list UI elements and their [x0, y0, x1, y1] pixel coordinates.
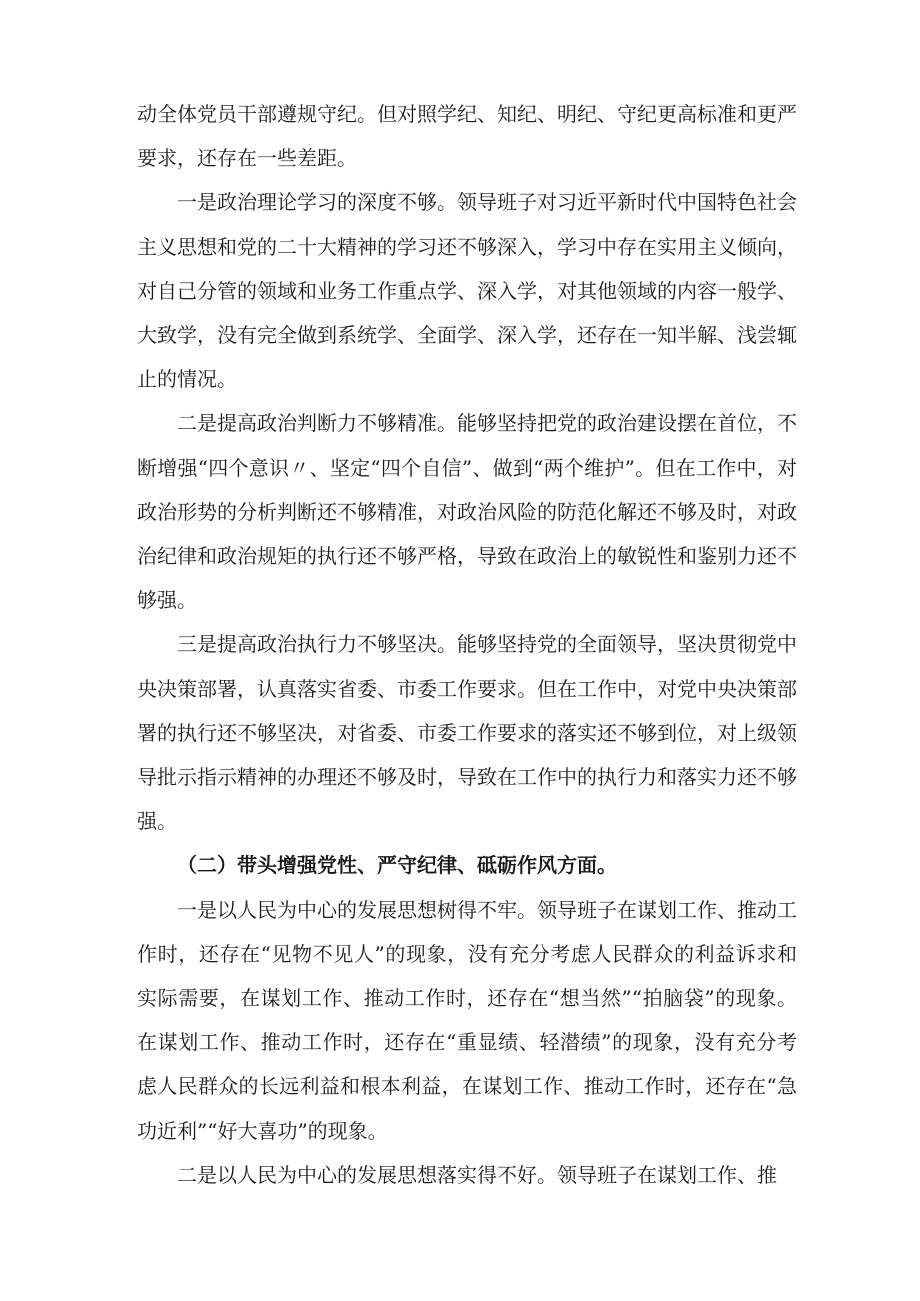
paragraph-political-theory: 一是政治理论学习的深度不够。领导班子对习近平新时代中国特色社会主义思想和党的二十大精神的学习还不够深入，学习中存在实用主义倾向，对自己分管的领域和业务工作重点学、深入学，对其他领域的内容一般学、大致学，没有完全做到系统学、全面学、深入学，还存在一知半解、浅尝辄止的情况。	[137, 190, 797, 392]
paragraph-people-centered-thought: 一是以人民为中心的发展思想树得不牢。领导班子在谋划工作、推动工作时，还存在“见物不见人”的现象，没有充分考虑人民群众的利益诉求和实际需要，在谋划工作、推动工作时，还存在“想当然”“拍脑袋”的现象。在谋划工作、推动工作时，还存在“重显绩、轻潜绩”的现象，没有充分考虑人民群众的长远利益和根本利益，在谋划工作、推动工作时，还存在“急功近利”“好大喜功”的现象。	[137, 897, 797, 1143]
paragraph-continuation: 动全体党员干部遵规守纪。但对照学纪、知纪、明纪、守纪更高标准和更严要求，还存在一些差距。	[137, 102, 797, 171]
paragraph-political-execution: 三是提高政治执行力不够坚决。能够坚持党的全面领导，坚决贯彻党中央决策部署，认真落实省委、市委工作要求。但在工作中，对党中央决策部署的执行还不够坚决，对省委、市委工作要求的落实还不够到位，对上级领导批示指示精神的办理还不够及时，导致在工作中的执行力和落实力还不够强。	[137, 632, 797, 834]
paragraph-political-judgment: 二是提高政治判断力不够精准。能够坚持把党的政治建设摆在首位，不断增强“四个意识〃、坚定“四个自信”、做到“两个维护”。但在工作中，对政治形势的分析判断还不够精准，对政治风险的防范化解还不够及时，对政治纪律和政治规矩的执行还不够严格，导致在政治上的敏锐性和鉴别力还不够强。	[137, 411, 797, 613]
document-body	[137, 92, 797, 1197]
section-heading: （二）带头增强党性、严守纪律、砥砺作风方面。	[177, 853, 617, 878]
paragraph-people-centered-practice: 二是以人民为中心的发展思想落实得不好。领导班子在谋划工作、推	[177, 1162, 777, 1187]
